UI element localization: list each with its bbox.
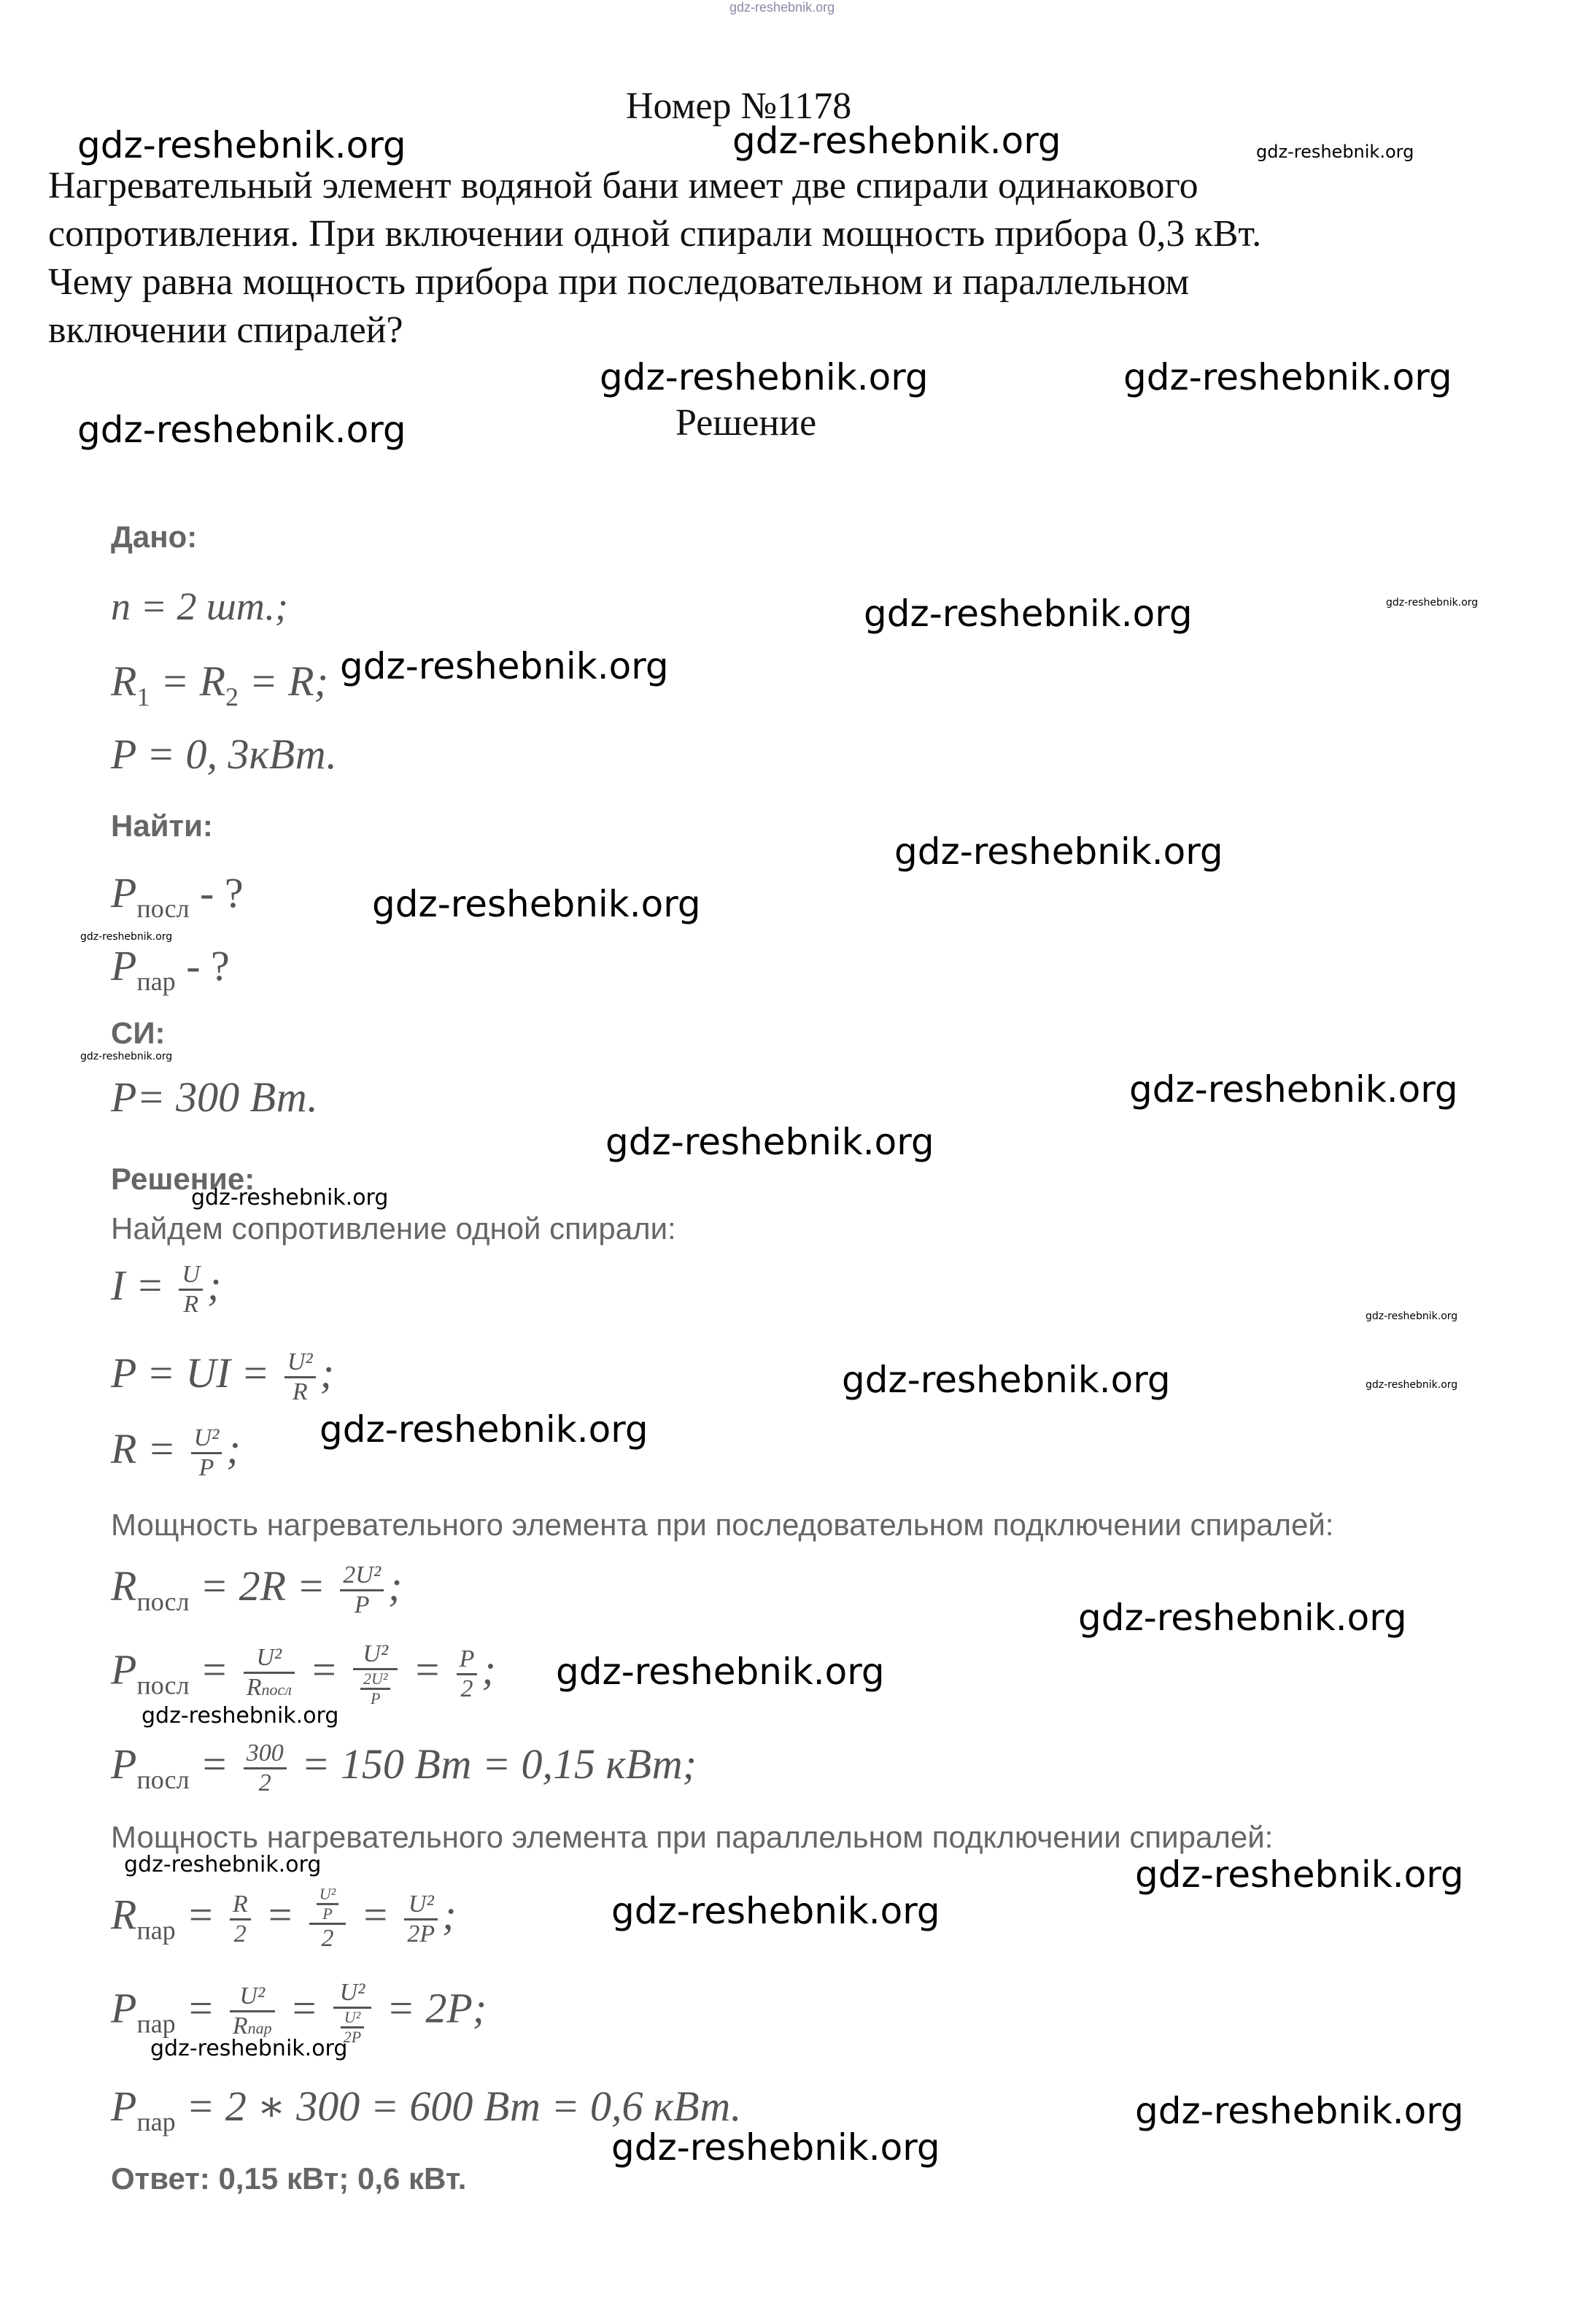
find-p-par: $P_{пар}$ - ? — [111, 942, 230, 996]
eq-p-par: $P_{пар}$ = $\frac{\text{U²}}{\text{Rпар}}$ = $\frac{\text{U²}}{\frac{\text{U²}}{2P}}$ = 2P; — [111, 1979, 487, 2046]
watermark: gdz-reshebnik.org — [1386, 597, 1479, 609]
watermark: gdz-reshebnik.org — [1256, 142, 1414, 162]
watermark: gdz-reshebnik.org — [1129, 1068, 1458, 1111]
watermark: gdz-reshebnik.org — [605, 1121, 934, 1163]
watermark: gdz-reshebnik.org — [80, 931, 173, 943]
watermark: gdz-reshebnik.org — [894, 830, 1223, 873]
page-title: Номер №1178 — [626, 85, 852, 127]
find-label: Найти: — [111, 808, 213, 843]
given-r: $R_1 = R_2 = R$; — [111, 657, 328, 711]
watermark: gdz-reshebnik.org — [611, 1890, 940, 1932]
si-p: P= 300 Вт. — [111, 1073, 318, 1121]
given-p: P = 0, 3кВт. — [111, 730, 337, 778]
watermark: gdz-reshebnik.org — [842, 1359, 1171, 1401]
watermark: gdz-reshebnik.org — [150, 2036, 348, 2061]
eq-p-par-calc: $P_{пар} = 2$ ∗ 300 = 600 Вт = 0,6 кВт. — [111, 2082, 742, 2136]
watermark: gdz-reshebnik.org — [191, 1185, 389, 1211]
watermark: gdz-reshebnik.org — [1366, 1379, 1458, 1391]
eq-r-posl: $R_{посл} = 2R$ = $\frac{\text{2U²}}{P}$ ; — [111, 1561, 403, 1619]
watermark: gdz-reshebnik.org — [1078, 1597, 1407, 1639]
answer-text: Ответ: 0,15 кВт; 0,6 кВт. — [111, 2161, 467, 2196]
watermark: gdz-reshebnik.org — [340, 645, 669, 687]
task-line: Чему равна мощность прибора при последовательном и параллельном — [48, 261, 1190, 303]
watermark: gdz-reshebnik.org — [80, 1051, 173, 1062]
watermark: gdz-reshebnik.org — [77, 409, 406, 451]
eq-r-par: $R_{пар}$ = $\frac{R}{2}$ = $\frac{\frac{\text{U²}}{P}}{2}$ = $\frac{\text{U²}}{2P}$ ; — [111, 1885, 457, 1952]
task-line: сопротивления. При включении одной спирали мощность прибора 0,3 кВт. — [48, 213, 1262, 255]
step2-text: Мощность нагревательного элемента при последовательном подключении спиралей: — [111, 1507, 1334, 1542]
eq-p-posl-calc: $P_{посл}$ = $\frac{300}{2}$ = 150 Вт = 0,15 кВт; — [111, 1740, 697, 1797]
watermark: gdz-reshebnik.org — [600, 356, 929, 398]
given-label: Дано: — [111, 520, 198, 554]
watermark: gdz-reshebnik.org — [320, 1408, 648, 1451]
si-label: СИ: — [111, 1016, 166, 1050]
watermark: gdz-reshebnik.org — [372, 883, 701, 925]
watermark: gdz-reshebnik.org — [1135, 2090, 1464, 2132]
watermark: gdz-reshebnik.org — [732, 120, 1061, 162]
task-text — [48, 162, 1544, 355]
task-line: Нагревательный элемент водяной бани имеет две спирали одинакового — [48, 165, 1198, 206]
eq-p-posl: $P_{посл}$ = $\frac{\text{U²}}{\text{Rпосл}}$ = $\frac{\text{U²}}{\frac{\text{2U²}}{P}}$ = $\frac{P}{2}$ ; — [111, 1640, 496, 1707]
step3-text: Мощность нагревательного элемента при параллельном подключении спиралей: — [111, 1820, 1274, 1854]
task-line: включении спиралей? — [48, 309, 403, 351]
find-p-posl: $P_{посл}$ - ? — [111, 869, 244, 923]
top-watermark: gdz-reshebnik.org — [729, 0, 835, 15]
watermark: gdz-reshebnik.org — [1366, 1310, 1458, 1322]
watermark: gdz-reshebnik.org — [864, 592, 1193, 635]
eq-current: I = $\frac{U}{R}$ ; — [111, 1261, 222, 1319]
watermark: gdz-reshebnik.org — [124, 1852, 322, 1877]
given-n: n = 2 шт.; — [111, 584, 288, 628]
step1-text: Найдем сопротивление одной спирали: — [111, 1211, 676, 1246]
watermark: gdz-reshebnik.org — [556, 1651, 885, 1693]
solution-heading: Решение — [675, 402, 817, 444]
watermark: gdz-reshebnik.org — [611, 2126, 940, 2169]
watermark: gdz-reshebnik.org — [77, 124, 406, 166]
watermark: gdz-reshebnik.org — [142, 1703, 339, 1729]
watermark: gdz-reshebnik.org — [1123, 356, 1452, 398]
eq-resistance: R = $\frac{\text{U²}}{P}$ ; — [111, 1424, 241, 1482]
solution-label: Решение: — [111, 1162, 255, 1196]
eq-power: P = UI = $\frac{\text{U²}}{R}$ ; — [111, 1348, 334, 1406]
watermark: gdz-reshebnik.org — [1135, 1853, 1464, 1896]
